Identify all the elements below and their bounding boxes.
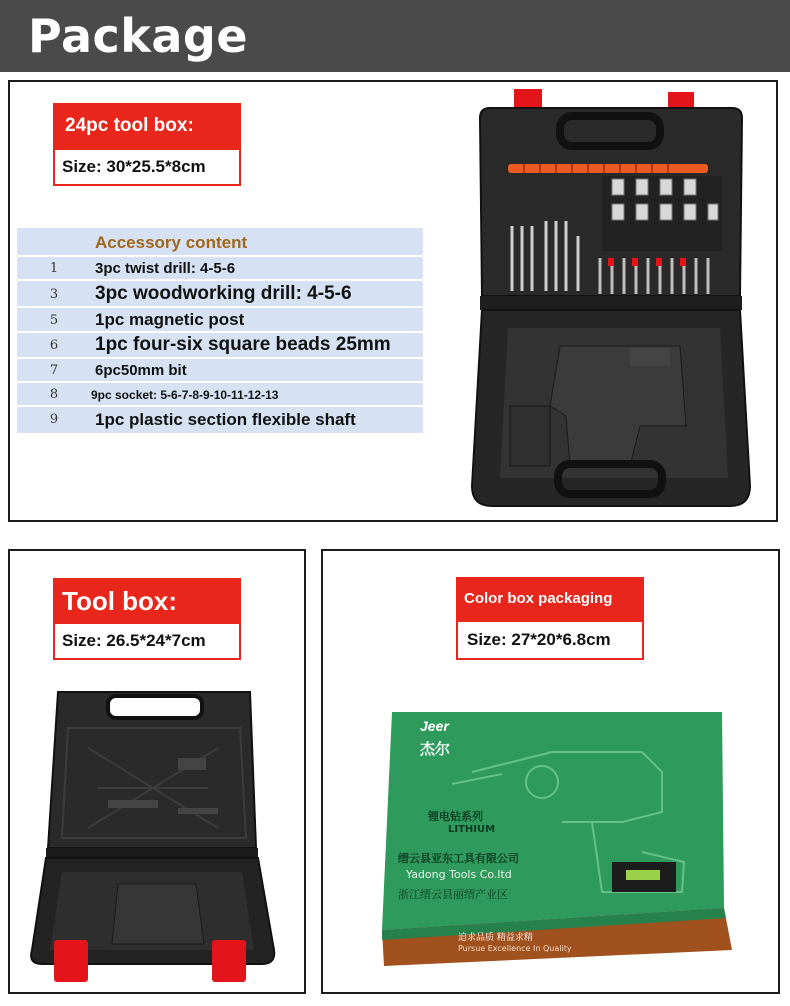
toolbox-title-tag [53,578,241,622]
accessory-table [17,228,423,433]
page-header [0,0,790,72]
toolbox24-size: Size: 30*25.5*8cm [62,157,206,176]
table-row [17,281,423,308]
table-row [17,407,423,433]
table-row [17,359,423,383]
toolbox24-title: 24pc tool box: [65,115,194,136]
row-number: 1 [49,261,59,276]
row-text: 1pc plastic section flexible shaft [95,410,356,429]
toolbox-image [28,688,284,986]
colorbox-title: Color box packaging [464,590,613,607]
toolbox-24pc-image [450,86,772,516]
box-slogan: Pursue Excellence In Quality [458,944,572,953]
box-company-cn: 缙云县亚东工具有限公司 [398,852,519,865]
toolbox24-size-box [53,148,241,186]
row-number: 8 [49,387,59,402]
row-text: 3pc woodworking drill: 4-5-6 [95,283,352,304]
row-number: 5 [49,313,59,328]
box-brand: Jeer [420,718,449,734]
table-row [17,383,423,407]
row-text: 1pc magnetic post [95,310,245,329]
toolbox-title: Tool box: [62,586,178,616]
toolbox24-title-tag [53,103,241,148]
box-address-cn: 浙江缙云县丽缙产业区 [398,888,508,901]
box-brand-cn: 杰尔 [420,740,451,758]
toolbox-size-box [53,622,241,660]
colorbox-title-tag [456,577,644,620]
row-text: 1pc four-six square beads 25mm [95,334,391,355]
page-title: Package [28,9,249,63]
toolbox-size: Size: 26.5*24*7cm [62,631,206,650]
table-row [17,333,423,359]
colorbox-size: Size: 27*20*6.8cm [467,630,611,649]
accessory-heading: Accessory content [95,233,248,252]
box-series-cn: 锂电钻系列 [428,810,483,823]
row-number: 3 [49,287,59,302]
row-text: 9pc socket: 5-6-7-8-9-10-11-12-13 [91,388,279,402]
row-text: 6pc50mm bit [95,362,187,379]
colorbox-image [362,712,742,966]
row-number: 6 [49,338,59,353]
table-row [17,257,423,281]
accessory-heading-row [17,228,423,257]
colorbox-artwork [362,712,742,966]
table-row [17,308,423,333]
row-text: 3pc twist drill: 4-5-6 [95,260,236,277]
row-number: 7 [49,363,59,378]
box-company: Yadong Tools Co.ltd [406,868,512,881]
box-slogan-cn: 追求品质 精益求精 [458,933,533,943]
row-number: 9 [49,412,59,427]
colorbox-size-box [456,620,644,660]
box-series: LITHIUM [448,824,496,835]
